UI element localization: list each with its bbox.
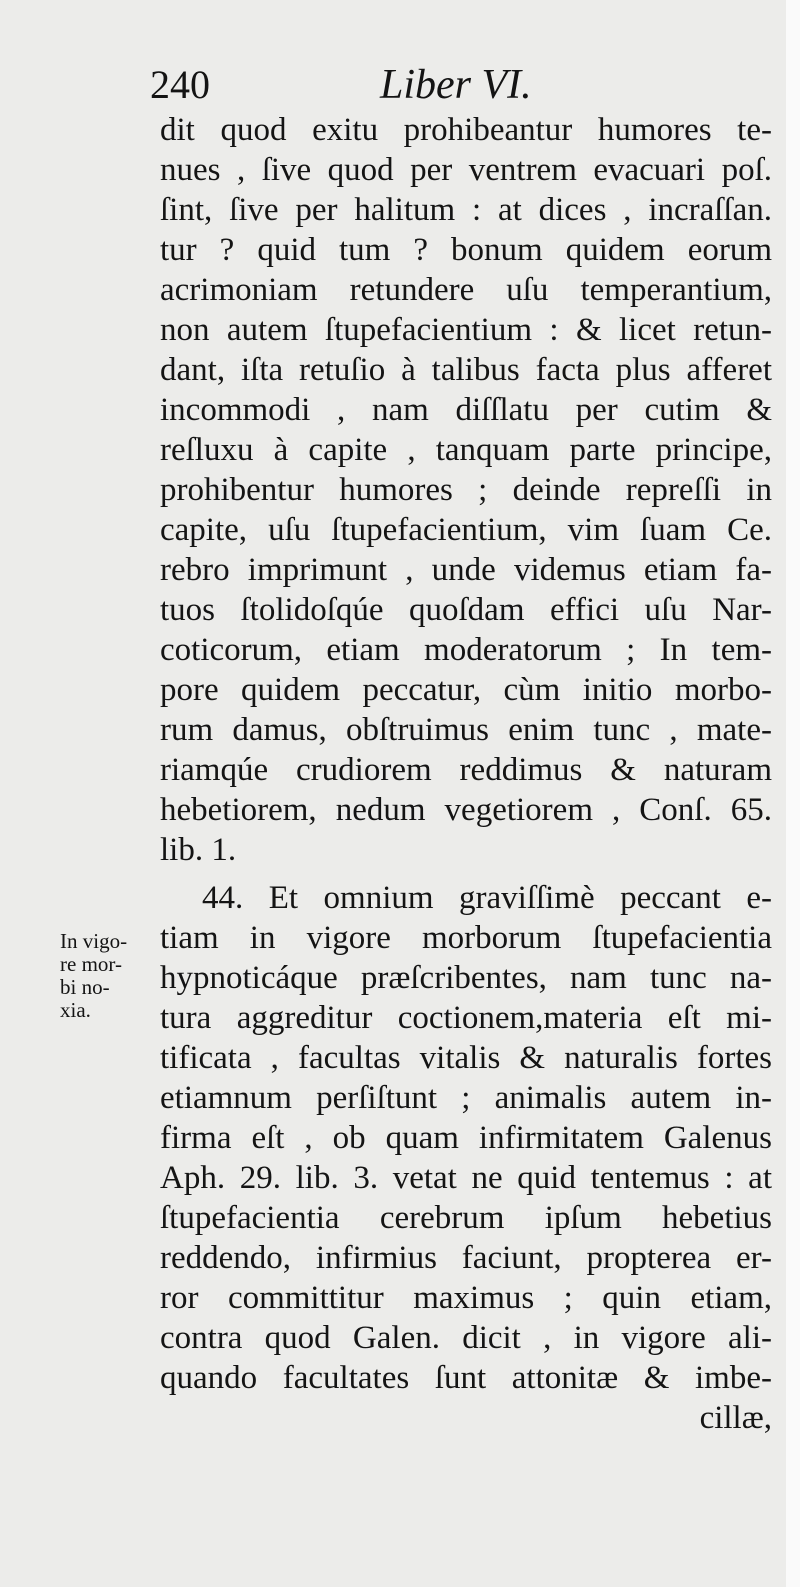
text-line: tura aggreditur coctionem,materia eſt mi- — [160, 1000, 772, 1036]
page-number: 240 — [150, 62, 210, 107]
text-line: tificata , facultas vitalis & naturalis fortes — [160, 1040, 772, 1076]
text-line: rebro imprimunt , unde videmus etiam fa- — [160, 552, 772, 588]
text-line: ſint, ſive per halitum : at dices , incraſſan. — [160, 192, 772, 228]
text-line: ror committitur maximus ; quin etiam, — [160, 1280, 772, 1316]
text-line: hypnoticáque præſcribentes, nam tunc na- — [160, 960, 772, 996]
marginal-note-line: bi no- — [60, 975, 110, 999]
text-line: dant, iſta retuſio à talibus facta plus afferet — [160, 352, 772, 388]
text-line: nues , ſive quod per ventrem evacuari poſ. — [160, 152, 772, 188]
text-line: contra quod Galen. dicit , in vigore ali- — [160, 1320, 772, 1356]
text-line: prohibentur humores ; deinde repreſſi in — [160, 472, 772, 508]
text-line: tiam in vigore morborum ſtupefacientia — [160, 920, 772, 956]
marginal-note-line: re mor- — [60, 952, 122, 976]
text-line: capite, uſu ſtupefacientium, vim ſuam Ce. — [160, 512, 772, 548]
text-line: dit quod exitu prohibeantur humores te- — [160, 112, 772, 148]
text-line: rum damus, obſtruimus enim tunc , mate- — [160, 712, 772, 748]
marginal-note — [60, 930, 160, 1022]
paragraph-1 — [160, 110, 772, 870]
text-line: 44. Et omnium graviſſimè peccant e- — [202, 880, 772, 916]
text-line: reddendo, infirmius faciunt, propterea er- — [160, 1240, 772, 1276]
text-line: acrimoniam retundere uſu temperantium, — [160, 272, 772, 308]
paragraph-2 — [160, 878, 772, 1398]
paragraph-gap — [160, 870, 772, 878]
text-line: riamqúe crudiorem reddimus & naturam — [160, 752, 772, 788]
text-line: lib. 1. — [160, 832, 237, 868]
text-line: incommodi , nam diſſlatu per cutim & — [160, 392, 772, 428]
text-line: etiamnum perſiſtunt ; animalis autem in- — [160, 1080, 772, 1116]
text-line: reſluxu à capite , tanquam parte principe, — [160, 432, 772, 468]
marginal-note-line: xia. — [60, 998, 91, 1022]
text-line: ſtupefacientia cerebrum ipſum hebetius — [160, 1200, 772, 1236]
text-line: non autem ſtupefacientium : & licet retun- — [160, 312, 772, 348]
catchword: cillæ, — [699, 1400, 772, 1436]
text-line: Aph. 29. lib. 3. vetat ne quid tentemus : at — [160, 1160, 772, 1196]
marginal-note-line: In vigo- — [60, 929, 128, 953]
running-title: Liber VI. — [380, 62, 532, 108]
text-line: coticorum, etiam moderatorum ; In tem- — [160, 632, 772, 668]
page-header — [150, 62, 600, 108]
text-line: firma eſt , ob quam infirmitatem Galenus — [160, 1120, 772, 1156]
text-line: quando facultates ſunt attonitæ & imbe- — [160, 1360, 772, 1396]
text-line: tur ? quid tum ? bonum quidem eorum — [160, 232, 772, 268]
body-text — [160, 110, 772, 1438]
text-line: hebetiorem, nedum vegetiorem , Conſ. 65. — [160, 792, 772, 828]
text-line: pore quidem peccatur, cùm initio morbo- — [160, 672, 772, 708]
text-line: tuos ſtolidoſqúe quoſdam effici uſu Nar- — [160, 592, 772, 628]
